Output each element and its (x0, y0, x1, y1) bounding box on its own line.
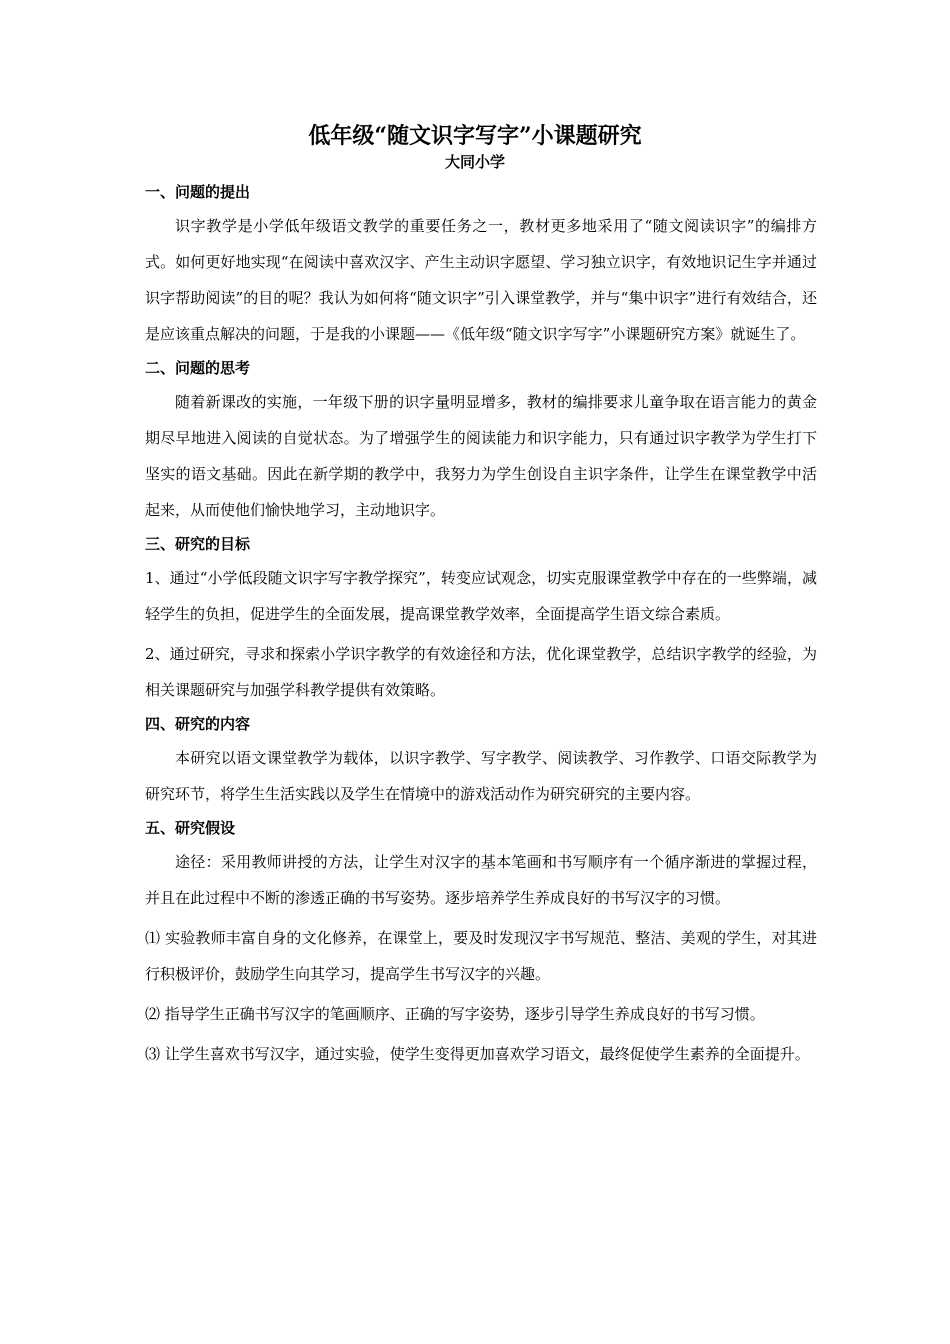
section-research-goals (145, 532, 817, 708)
section-research-content (145, 712, 817, 812)
document-title: 低年级“随文识字写字”小课题研究 (308, 123, 642, 149)
list-item: ⑵ 指导学生正确书写汉字的笔画顺序、正确的写字姿势，逐步引导学生养成良好的书写习惯。 (145, 1005, 765, 1023)
paragraph: 途径：采用教师讲授的方法，让学生对汉字的基本笔画和书写顺序有一个循序渐进的掌握过程，并且在此过程中不断的渗透正确的书写姿势。逐步培养学生养成良好的书写汉字的习惯。 (145, 853, 817, 907)
list-item: ⑴ 实验教师丰富自身的文化修养，在课堂上，要及时发现汉字书写规范、整洁、美观的学生，对其进行积极评价，鼓励学生向其学习，提高学生书写汉字的兴趣。 (145, 929, 817, 983)
document-body (145, 180, 817, 1076)
paragraph: 1、通过“小学低段随文识字写字教学探究”，转变应试观念，切实克服课堂教学中存在的一些弊端，减轻学生的负担，促进学生的全面发展，提高课堂教学效率，全面提高学生语文综合素质。 (145, 569, 817, 623)
paragraph: 本研究以语文课堂教学为载体，以识字教学、写字教学、阅读教学、习作教学、口语交际教学为研究环节，将学生生活实践以及学生在情境中的游戏活动作为研究研究的主要内容。 (145, 749, 817, 803)
paragraph: 2、通过研究，寻求和探索小学识字教学的有效途径和方法，优化课堂教学，总结识字教学的经验，为相关课题研究与加强学科教学提供有效策略。 (145, 645, 817, 699)
section-problem-thinking (145, 356, 817, 528)
paragraph: 随着新课改的实施，一年级下册的识字量明显增多，教材的编排要求儿童争取在语言能力的黄金期尽早地进入阅读的自觉状态。为了增强学生的阅读能力和识字能力，只有通过识字教学为学生打下坚实的语文基础。因此在新学期的教学中，我努力为学生创设自主识字条件，让学生在课堂教学中活起来，从而使他们愉快地学习，主动地识字。 (145, 393, 817, 519)
section-heading: 四、研究的内容 (145, 715, 251, 733)
section-heading: 三、研究的目标 (145, 535, 251, 553)
list-item: ⑶ 让学生喜欢书写汉字，通过实验，使学生变得更加喜欢学习语文，最终促使学生素养的全面提升。 (145, 1045, 810, 1063)
paragraph: 识字教学是小学低年级语文教学的重要任务之一，教材更多地采用了“随文阅读识字”的编排方式。如何更好地实现“在阅读中喜欢汉字、产生主动识字愿望、学习独立识字，有效地识记生字并通过识字帮助阅读”的目的呢？我认为如何将“随文识字”引入课堂教学，并与“集中识字”进行有效结合，还是应该重点解决的问题，于是我的小课题——《低年级“随文识字写字”小课题研究方案》就诞生了。 (145, 217, 817, 343)
section-heading: 一、问题的提出 (145, 183, 251, 201)
section-problem-statement (145, 180, 817, 352)
section-heading: 五、研究假设 (145, 819, 236, 837)
section-heading: 二、问题的思考 (145, 359, 251, 377)
document-subtitle: 大同小学 (444, 153, 505, 171)
section-research-hypothesis (145, 816, 817, 1072)
